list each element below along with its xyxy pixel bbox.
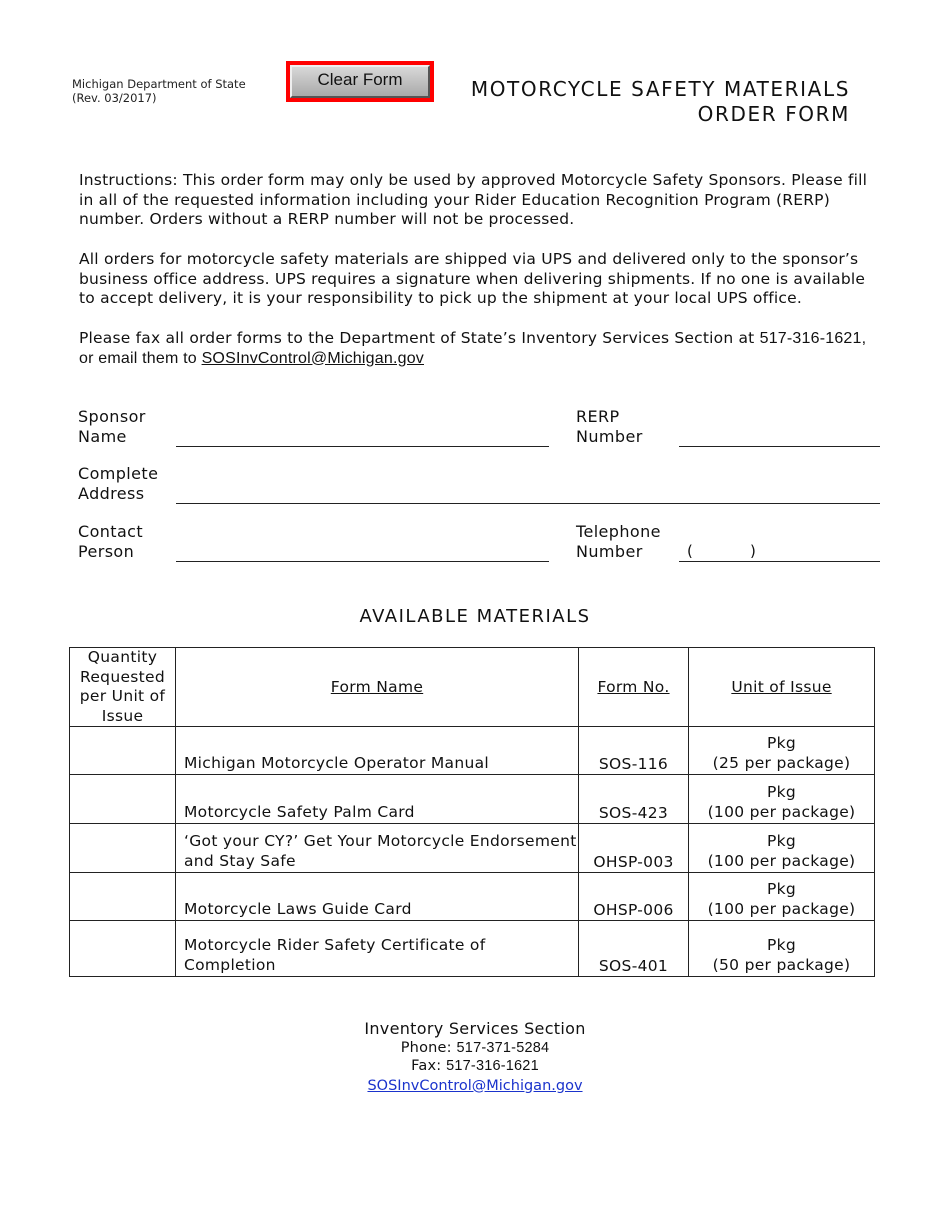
instructions-paragraph: Instructions: This order form may only be used by approved Motorcycle Safety Sponsors. Please fill in all of the requested information including your Rider Education Recognition Program (RERP) number. Orders without a RERP number will not be processed.	[79, 171, 868, 228]
telephone-label-line1: Telephone	[576, 522, 661, 541]
footer-email-link[interactable]: SOSInvControl@Michigan.gov	[367, 1077, 583, 1094]
unit-header	[689, 648, 875, 727]
department-name: Michigan Department of State	[72, 77, 246, 91]
table-row	[70, 921, 875, 977]
rerp-label-line1: RERP	[576, 407, 620, 426]
phone-number: 517-371-5284	[456, 1039, 550, 1056]
rerp-label-line2: Number	[576, 426, 643, 446]
footer-section-name: Inventory Services Section	[364, 1019, 586, 1038]
footer-contact	[0, 1020, 950, 1095]
form-no-cell: SOS-116	[579, 727, 689, 775]
title-line-1: MOTORCYCLE SAFETY MATERIALS	[470, 77, 850, 101]
email-link[interactable]: SOSInvControl@Michigan.gov	[201, 349, 424, 367]
table-row	[70, 727, 875, 775]
form-no-cell: SOS-423	[579, 775, 689, 824]
unit-cell	[689, 921, 875, 977]
contact-label-line2: Person	[78, 541, 135, 561]
revision-date: (Rev. 03/2017)	[72, 91, 157, 105]
qty-header-line4: Issue	[101, 706, 144, 725]
sponsor-label-line2: Name	[78, 426, 127, 446]
form-name: Michigan Motorcycle Operator Manual	[184, 754, 489, 772]
fax-number: 517-316-1621	[446, 1058, 539, 1074]
table-row	[70, 873, 875, 921]
unit-cell	[689, 824, 875, 873]
contact-person-label	[78, 522, 143, 561]
fax-label: Fax:	[411, 1058, 447, 1074]
form-name-line2: and Stay Safe	[184, 852, 296, 870]
contact-label-line1: Contact	[78, 522, 144, 541]
qty-header-line1: Quantity	[87, 648, 158, 666]
footer-phone	[0, 1039, 950, 1058]
table-row	[70, 824, 875, 873]
unit-package-text: (100 per package)	[707, 852, 856, 870]
sponsor-name-label	[78, 407, 146, 446]
qty-header-line2: Requested	[79, 667, 166, 686]
rerp-number-label	[576, 407, 643, 446]
unit-header-text: Unit of Issue	[731, 678, 832, 696]
clear-form-button[interactable]: Clear Form	[290, 65, 430, 98]
materials-title: AVAILABLE MATERIALS	[359, 606, 591, 627]
quantity-input[interactable]	[70, 873, 176, 921]
unit-package-text: (100 per package)	[707, 803, 856, 821]
clear-form-frame	[286, 61, 434, 102]
contact-person-field[interactable]	[176, 561, 549, 562]
unit-package-text: (100 per package)	[707, 900, 856, 918]
qty-header-line3: per Unit of	[79, 687, 166, 705]
form-no-header-text: Form No.	[597, 678, 670, 696]
fax-paragraph	[79, 329, 879, 368]
sponsor-label-line1: Sponsor	[78, 407, 146, 426]
form-no-cell: OHSP-003	[579, 824, 689, 873]
quantity-input[interactable]	[70, 727, 176, 775]
quantity-input[interactable]	[70, 775, 176, 824]
form-name-cell	[176, 873, 579, 921]
form-name-cell	[176, 775, 579, 824]
page-title	[471, 77, 850, 127]
address-label-line2: Address	[78, 483, 145, 503]
telephone-label-line2: Number	[576, 541, 643, 561]
footer-fax	[0, 1057, 950, 1076]
form-name-cell	[176, 921, 579, 977]
fax-number-text: 517-316-1621, or email them to	[79, 330, 867, 367]
table-row	[70, 775, 875, 824]
unit-package-text: (50 per package)	[712, 956, 851, 974]
area-code-open: (	[687, 542, 693, 560]
unit-text: Pkg	[766, 936, 797, 954]
rerp-number-field[interactable]	[679, 446, 880, 447]
form-name-header-text: Form Name	[330, 678, 424, 696]
fax-text: Please fax all order forms to the Department of State’s Inventory Services Section at	[79, 329, 760, 347]
form-no-cell: SOS-401	[579, 921, 689, 977]
department-block	[72, 77, 246, 105]
form-no-cell: OHSP-006	[579, 873, 689, 921]
materials-table	[69, 647, 875, 977]
address-label	[78, 464, 158, 503]
form-name: Motorcycle Laws Guide Card	[184, 900, 412, 918]
unit-package-text: (25 per package)	[712, 754, 851, 772]
unit-text: Pkg	[766, 880, 797, 898]
unit-cell	[689, 775, 875, 824]
table-header-row	[70, 648, 875, 727]
shipping-paragraph: All orders for motorcycle safety materials are shipped via UPS and delivered only to the sponsor’s business office address. UPS requires a signature when delivering shipments. If no one is available to accept delivery, it is your responsibility to pick up the shipment at your local UPS office.	[79, 250, 866, 307]
unit-text: Pkg	[766, 783, 797, 801]
quantity-input[interactable]	[70, 824, 176, 873]
area-code-close: )	[750, 542, 756, 560]
unit-cell	[689, 873, 875, 921]
form-name-cell	[176, 727, 579, 775]
telephone-label	[576, 522, 661, 561]
form-name: ‘Got your CY?’ Get Your Motorcycle Endorsement	[184, 832, 577, 850]
unit-cell	[689, 727, 875, 775]
quantity-input[interactable]	[70, 921, 176, 977]
title-line-2: ORDER FORM	[697, 102, 850, 126]
address-field[interactable]	[176, 503, 880, 504]
form-name: Motorcycle Rider Safety Certificate of Completion	[184, 936, 486, 974]
sponsor-name-field[interactable]	[176, 446, 549, 447]
telephone-field[interactable]	[679, 561, 880, 562]
form-name-cell	[176, 824, 579, 873]
form-name-header	[176, 648, 579, 727]
address-label-line1: Complete	[78, 464, 159, 483]
unit-text: Pkg	[766, 734, 797, 752]
unit-text: Pkg	[766, 832, 797, 850]
quantity-header	[70, 648, 176, 727]
form-no-header	[579, 648, 689, 727]
form-name: Motorcycle Safety Palm Card	[184, 803, 415, 821]
phone-label: Phone:	[400, 1039, 457, 1056]
